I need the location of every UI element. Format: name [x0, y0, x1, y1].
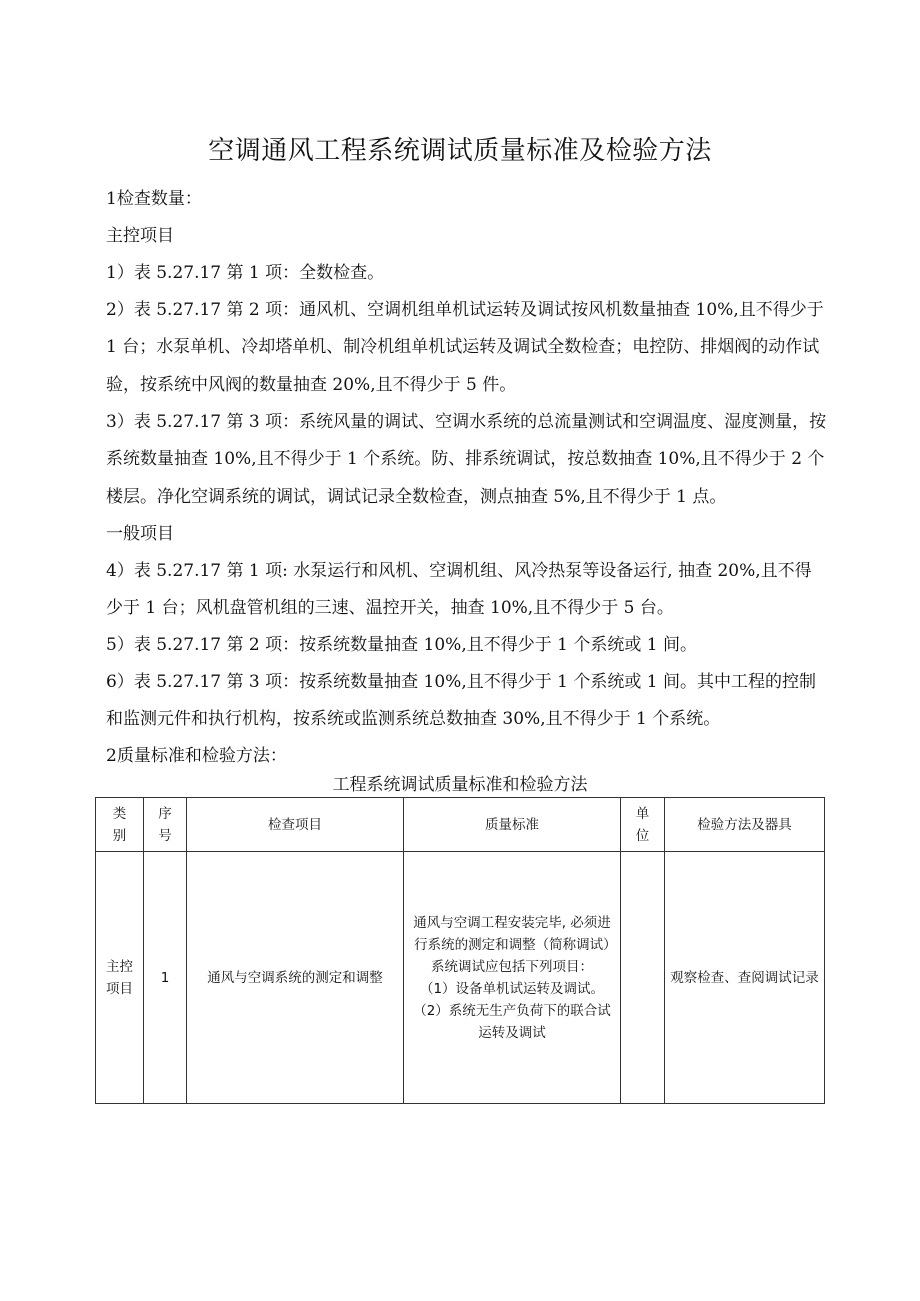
- header-unit: [621, 798, 665, 852]
- header-category: [96, 798, 144, 852]
- header-unit-line2: 位: [635, 827, 650, 844]
- paragraph-item-3: 3）表 5.27.17 第 3 项：系统风量的调试、空调水系统的总流量测试和空调温度、湿度测量，按系统数量抽查 10%,且不得少于 1 个系统。防、排系统调试，按总数抽查 10%,且不得少于 2 个楼层。净化空调系统的调试，调试记录全数检查，测点抽查 5%,且不得少于 1 点。: [106, 412, 827, 507]
- cell-category-line1: 主控: [106, 958, 133, 975]
- paragraph-item-2: 2）表 5.27.17 第 2 项：通风机、空调机组单机试运转及调试按风机数量抽查 10%,且不得少于 1 台；水泵单机、冷却塔单机、制冷机组单机试运转及调试全数检查；电控防、排烟阀的动作试验，按系统中风阀的数量抽查 20%,且不得少于 5 件。: [106, 300, 824, 395]
- standard-line-2: （1）设备单机试运转及调试。: [419, 980, 605, 997]
- header-number-line2: 号: [158, 827, 172, 844]
- table-header-row: [96, 798, 825, 852]
- header-inspection-method: 检验方法及器具: [665, 798, 825, 852]
- paragraph-item-6: 6）表 5.27.17 第 3 项：按系统数量抽查 10%,且不得少于 1 个系统或 1 间。其中工程的控制和监测元件和执行机构，按系统或监测系统总数抽查 30%,且不得少于 1 个系统。: [106, 672, 816, 730]
- cell-unit: [621, 852, 665, 1104]
- header-number: [144, 798, 187, 852]
- table-row: [96, 852, 825, 1104]
- header-category-line2: 别: [112, 827, 127, 844]
- paragraph-quality-standard: 2质量标准和检验方法：: [106, 746, 287, 766]
- header-number-line1: 序: [158, 805, 172, 822]
- paragraph-check-quantity: 1检查数量：: [106, 189, 202, 209]
- paragraph-item-1: 1）表 5.27.17 第 1 项：全数检查。: [106, 263, 385, 283]
- paragraph-general-items: 一般项目: [106, 524, 174, 544]
- header-quality-standard: 质量标准: [404, 798, 621, 852]
- paragraph-item-4: 4）表 5.27.17 第 1 项: 水泵运行和风机、空调机组、风冷热泵等设备运行, 抽查 20%,且不得少于 1 台；风机盘管机组的三速、温控开关，抽查 10%,且不得少于 5 台。: [106, 561, 812, 619]
- standard-line-3: （2）系统无生产负荷下的联合试运转及调试: [413, 1002, 611, 1041]
- cell-quality-standard: [404, 852, 621, 1104]
- cell-inspection-method: 观察检查、查阅调试记录: [665, 852, 825, 1104]
- quality-standard-table: [95, 797, 825, 1104]
- paragraph-main-items: 主控项目: [106, 226, 174, 246]
- header-check-item: 检查项目: [187, 798, 404, 852]
- header-unit-line1: 单: [635, 805, 650, 822]
- cell-check-item: 通风与空调系统的测定和调整: [187, 852, 404, 1104]
- cell-number: 1: [144, 852, 187, 1104]
- header-category-line1: 类: [112, 805, 127, 822]
- cell-category: [96, 852, 144, 1104]
- cell-category-line2: 项目: [106, 980, 133, 997]
- standard-line-1: 通风与空调工程安装完毕, 必须进行系统的测定和调整（简称调试）系统调试应包括下列项目：: [413, 914, 611, 975]
- table-title: 工程系统调试质量标准和检验方法: [332, 775, 588, 795]
- paragraph-item-5: 5）表 5.27.17 第 2 项：按系统数量抽查 10%,且不得少于 1 个系统或 1 间。: [106, 635, 697, 655]
- page-title: 空调通风工程系统调试质量标准及检验方法: [208, 136, 712, 166]
